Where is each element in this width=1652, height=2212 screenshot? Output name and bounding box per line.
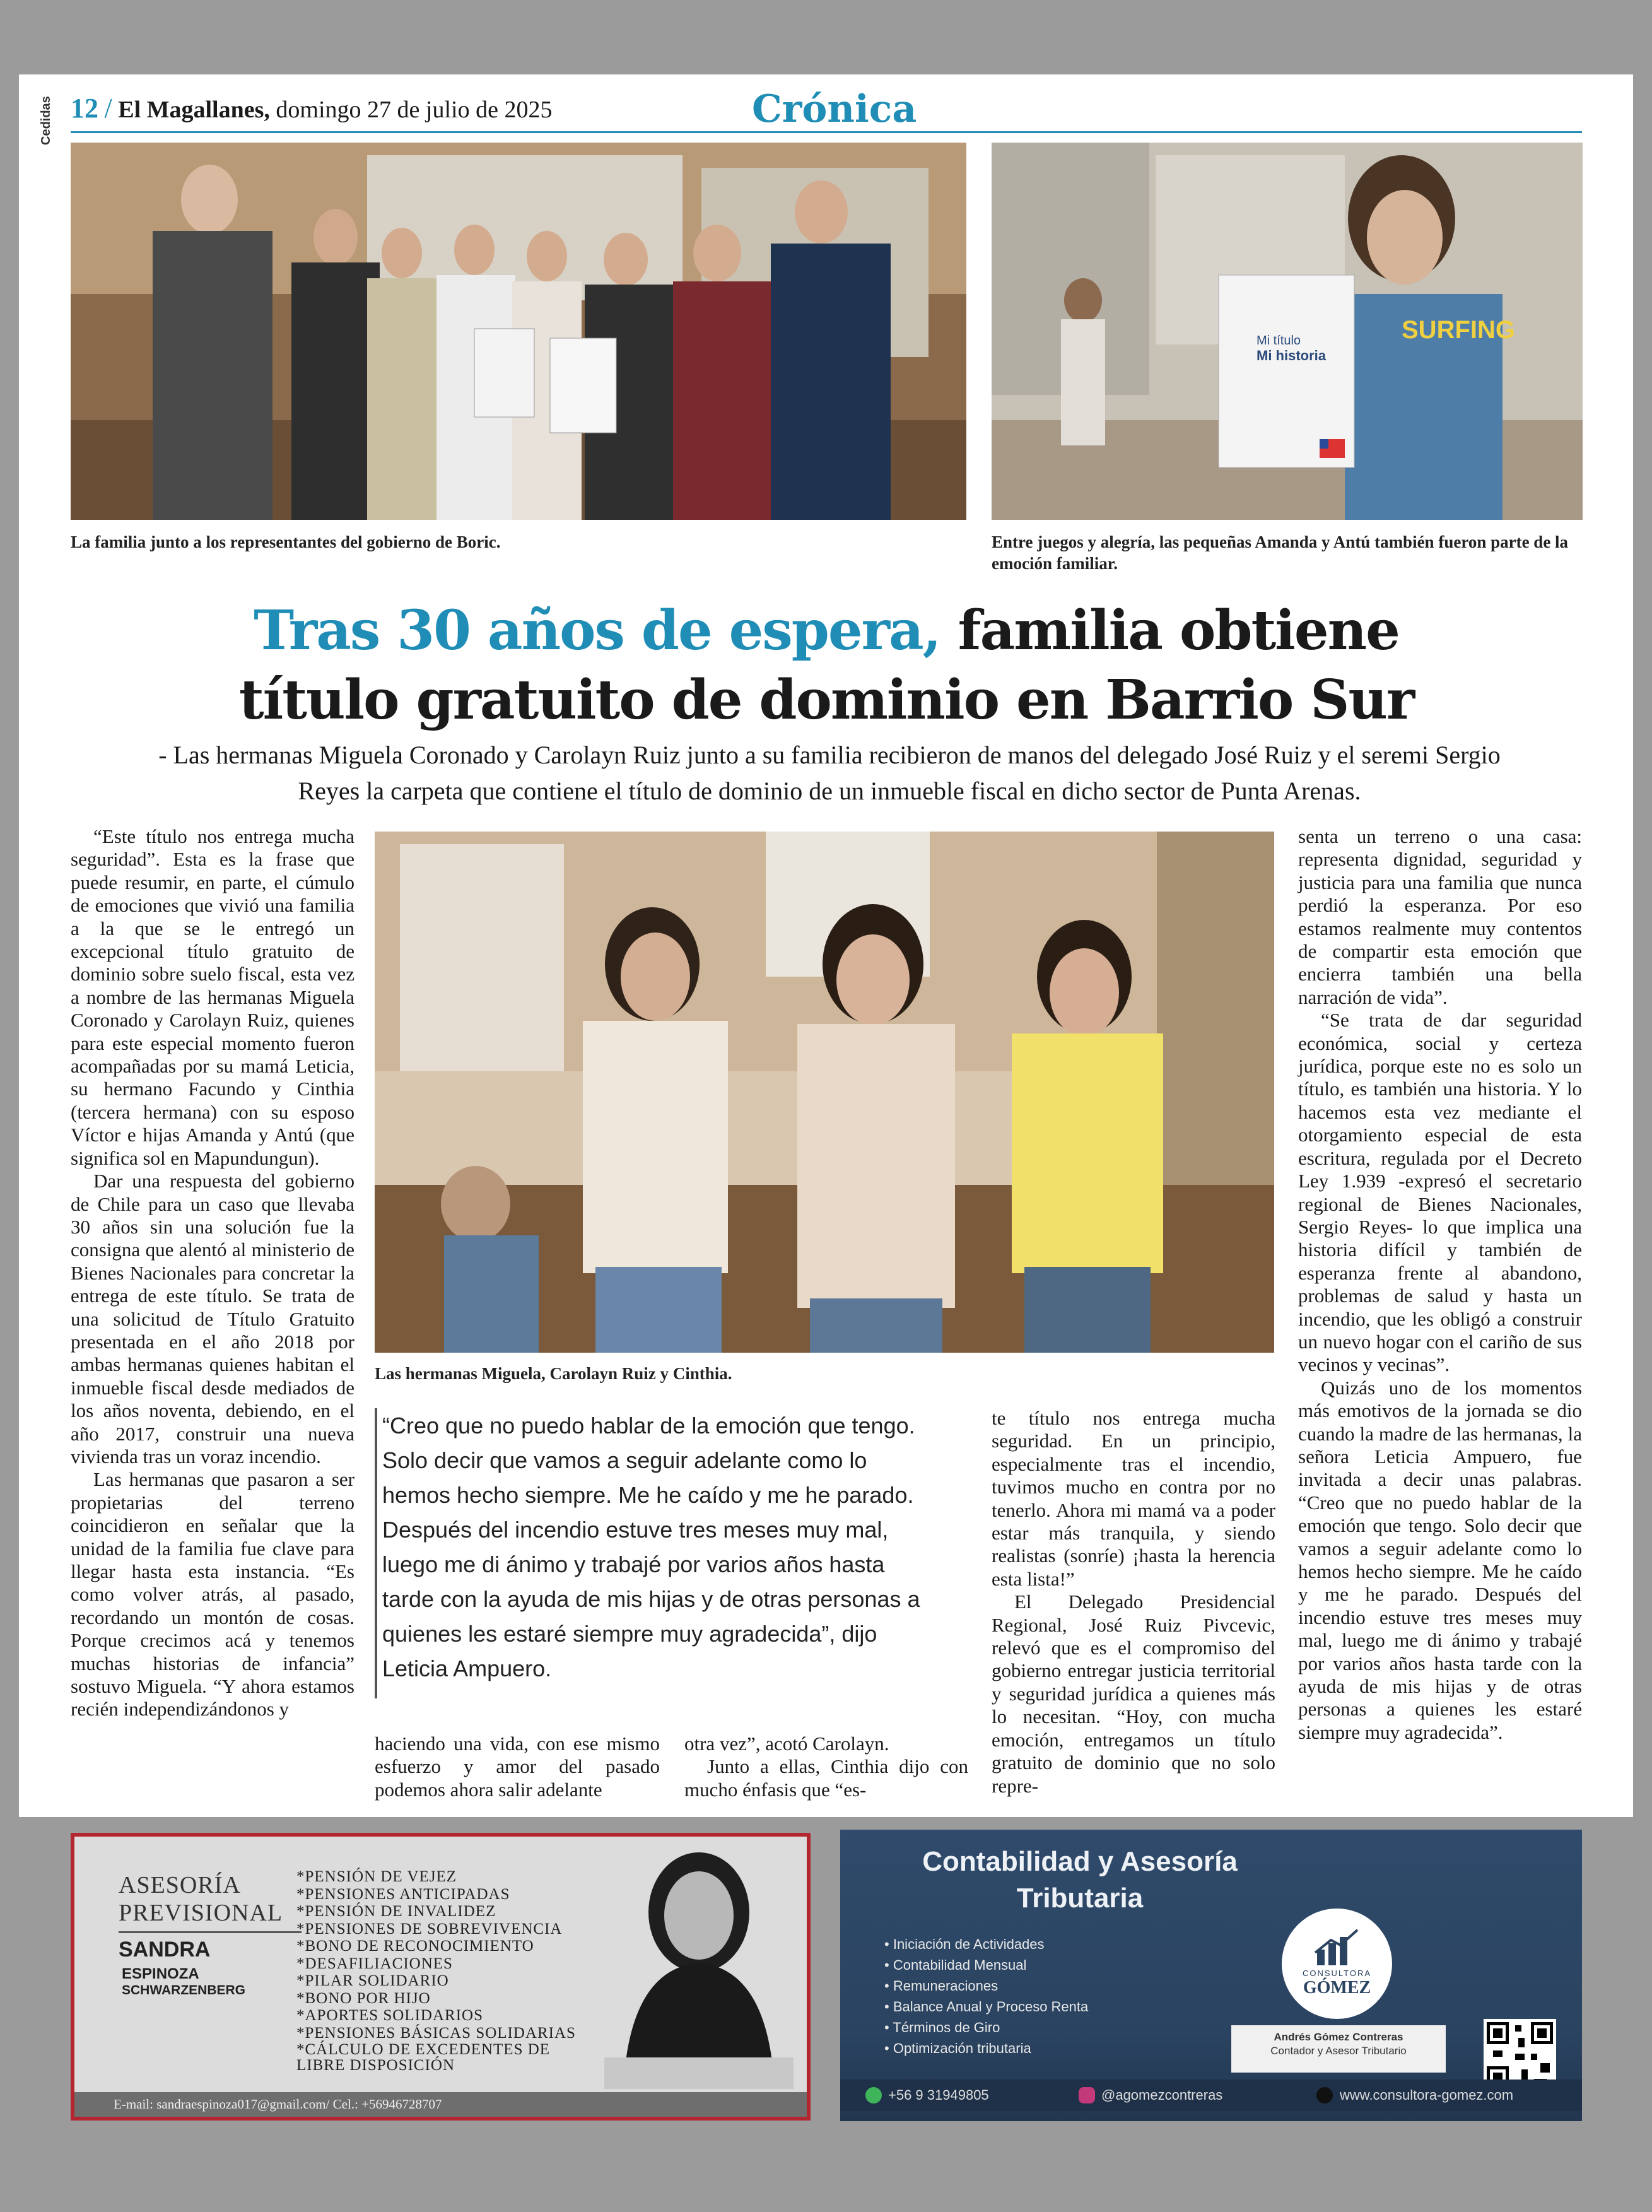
paragraph: haciendo una vida, con ese mismo esfuerzo y amor del pasado podemos ahora salir adelante <box>375 1733 660 1801</box>
ad-contabilidad[interactable] <box>840 1830 1582 2121</box>
globe-icon <box>1316 2087 1333 2103</box>
phone-icon <box>865 2087 882 2103</box>
photo-credit: Cedidas <box>39 96 53 145</box>
service-item: * BONO POR HIJO <box>296 1990 576 2008</box>
article-headline <box>71 596 1582 735</box>
bar-chart-icon <box>1312 1927 1362 1965</box>
ad-asesoria-portrait <box>604 1843 794 2089</box>
shirt-text: SURFING <box>1402 316 1515 344</box>
caption-photo-children: Entre juegos y alegría, las pequeñas Amanda y Antú también fueron parte de la emoción familiar. <box>992 532 1569 573</box>
ad-contabilidad-person <box>1231 2025 1446 2073</box>
body-column-3 <box>684 1733 968 1801</box>
paragraph: otra vez”, acotó Carolayn. <box>684 1733 889 1755</box>
service-item: * PILAR SOLIDARIO <box>296 1972 576 1990</box>
person-name: Andrés Gómez Contreras <box>1274 2031 1403 2043</box>
ad-asesoria-contact[interactable]: E-mail: sandraespinoza017@gmail.com/ Cel.: +56946728707 <box>74 2092 807 2117</box>
instagram-icon <box>1079 2087 1095 2103</box>
header-rule <box>71 131 1582 133</box>
service-item: * PENSIÓN DE VEJEZ <box>296 1868 576 1886</box>
paragraph: Dar una respuesta del gobierno de Chile para un caso que llevaba 30 años sin una solución fue la consigna que alentó al ministerio de Bienes Nacionales para concretar la entrega de este título. Se trata de una solicitud de Título Gratuito presentada en el año 2018 por ambas hermanas quienes habitan el inmueble fiscal desde mediados de los años noventa, debiendo, en el año 2017, construir una nueva vivienda tras un voraz incendio. <box>71 1170 354 1468</box>
headline-line2: título gratuito de dominio en Barrio Sur <box>238 668 1414 732</box>
photo-sisters-image <box>375 832 1274 1353</box>
ad-asesoria-name: SANDRA <box>119 1938 211 1962</box>
photo-children <box>992 143 1583 520</box>
article-subhead: - Las hermanas Miguela Coronado y Carolayn Ruiz junto a su familia recibieron de manos del delegado José Ruiz y el seremi Sergio Reyes la carpeta que contiene el título de dominio de un inmueble fiscal en dicho sector de Punta Arenas. <box>158 741 1501 805</box>
ad-asesoria-title-2: PREVISIONAL <box>119 1900 283 1926</box>
paragraph: “Este título nos entrega mucha seguridad”. Esta es la frase que puede resumir, en parte, el cúmulo de emociones que vivió una familia a la que se le entregó un excepcional título gratuito de dominio sobre suelo fiscal, esta vez a nombre de las hermanas Miguela Coronado y Carolayn Ruiz, quienes para este especial momento fueron acompañadas por su mamá Leticia, su hermano Facundo y Cinthia (tercera hermana) con su esposo Víctor e hijas Amanda y Antú (que significa sol en Mapundungun). <box>71 825 354 1169</box>
newspaper-name: El Magallanes, <box>118 97 270 123</box>
phone-number[interactable]: +56 9 31949805 <box>888 2087 989 2103</box>
service-item: * PENSIONES ANTICIPADAS <box>296 1886 576 1903</box>
service-item: • Términos de Giro <box>884 2017 1088 2038</box>
ad-asesoria-previsional[interactable] <box>71 1833 811 2121</box>
ad-contabilidad-title-1: Contabilidad y Asesoría <box>922 1846 1238 1877</box>
ad-contabilidad-title <box>840 1844 1320 1917</box>
service-item: * DESAFILIACIONES <box>296 1955 576 1973</box>
service-item: * PENSIONES DE SOBREVIVENCIA <box>296 1921 576 1938</box>
paragraph: Junto a ellas, Cinthia dijo con mucho énfasis que “es- <box>684 1755 968 1801</box>
logo-text-1: CONSULTORA <box>1302 1968 1372 1978</box>
caption-photo-family: La familia junto a los representantes del gobierno de Boric. <box>71 532 501 551</box>
ad-contabilidad-title-2: Tributaria <box>1016 1883 1144 1914</box>
page-number: 12 <box>71 93 98 124</box>
header-left <box>71 92 552 124</box>
service-item: * PENSIÓN DE INVALIDEZ <box>296 1903 576 1921</box>
ad-asesoria-title-1: ASESORÍA <box>119 1872 241 1898</box>
issue-date: domingo 27 de julio de 2025 <box>276 97 553 123</box>
logo-text-2: GÓMEZ <box>1303 1978 1371 1997</box>
ad-asesoria-surname-1: ESPINOZA <box>122 1965 199 1982</box>
page-header <box>71 87 1582 131</box>
ad-asesoria-rule <box>119 1931 302 1933</box>
ad-asesoria-services <box>296 1868 576 2073</box>
service-item: • Remuneraciones <box>884 1975 1088 1996</box>
ad-asesoria-surname-2: SCHWARZENBERG <box>122 1983 246 1997</box>
consultora-logo <box>1282 1909 1392 2019</box>
service-item: * BONO DE RECONOCIMIENTO <box>296 1938 576 1955</box>
section-title: Crónica <box>752 87 917 131</box>
instagram-handle[interactable]: @agomezcontreras <box>1101 2087 1223 2103</box>
service-item: • Contabilidad Mensual <box>884 1955 1088 1975</box>
ad-contabilidad-services <box>884 1934 1088 2059</box>
paragraph: El Delegado Presidencial Regional, José Ruiz Pivcevic, relevó que es el compromiso del gobierno entregar justicia territorial y seguridad jurídica a quienes más lo necesitan. “Hoy, con mucha emoción, entregamos un título gratuito de dominio que no solo repre- <box>992 1591 1275 1797</box>
service-item: • Optimización tributaria <box>884 2038 1088 2059</box>
photo-family-officials-image <box>71 143 966 520</box>
service-item: • Iniciación de Actividades <box>884 1934 1088 1955</box>
photo-family-officials <box>71 143 966 520</box>
ad-asesoria-title <box>119 1871 283 1927</box>
folder-title-1: Mi título <box>1257 334 1301 348</box>
headline-highlight: Tras 30 años de espera, <box>254 599 940 662</box>
paragraph: Las hermanas que pasaron a ser propietarias del terreno coincidieron en señalar que la unidad de la familia fue clave para llegar hasta esta instancia. “Es como volver atrás, al pasado, recordando un montón de cosas. Porque crecimos acá y tenemos muchas historias de infancia” sostuvo Miguela. “Y ahora estamos recién independizándonos y <box>71 1468 354 1721</box>
body-column-4 <box>992 1407 1275 1797</box>
header-separator: / <box>104 93 112 124</box>
service-item: * PENSIONES BÁSICAS SOLIDARIAS <box>296 2025 576 2042</box>
paragraph: senta un terreno o una casa: representa dignidad, seguridad y justicia para una familia que nunca perdió la esperanza. Por eso estamos realmente muy contentos de compartir esta emoción que encierra también una bella narración de vida”. <box>1298 825 1582 1008</box>
website-link[interactable]: www.consultora-gomez.com <box>1340 2087 1514 2103</box>
photo-children-image <box>992 143 1583 520</box>
folder-title-2: Mi historia <box>1257 348 1327 363</box>
service-item: * APORTES SOLIDARIOS <box>296 2007 576 2025</box>
caption-photo-sisters: Las hermanas Miguela, Carolayn Ruiz y Cinthia. <box>375 1364 732 1383</box>
ad-contabilidad-contacts <box>840 2080 1582 2111</box>
body-column-2 <box>375 1733 660 1801</box>
photo-sisters <box>375 832 1274 1353</box>
paragraph: “Se trata de dar seguridad económica, social y certeza jurídica, porque este no es solo un título, es también una historia. Y lo hacemos esta vez mediante el otorgamiento especial de esta escritura, regulada por el Decreto Ley 1.939 -expresó el secretario regional de Bienes Nacionales, Sergio Reyes- lo que implica una historia difícil y también de esperanza frente al abandono, problemas de salud y hasta un incendio, que les obligó a construir un nuevo hogar con el cariño de sus vecinos y vecinas”. <box>1298 1009 1582 1376</box>
person-title: Contador y Asesor Tributario <box>1270 2045 1407 2057</box>
body-column-1 <box>71 825 354 1721</box>
pull-quote: “Creo que no puedo hablar de la emoción que tengo. Solo decir que vamos a seguir adelante como lo hemos hecho siempre. Me he caído y me he parado. Después del incendio estuve tres meses muy mal, luego me di ánimo y trabajé por varios años hasta tarde con la ayuda de mis hijas y de otras personas a quienes les estaré siempre muy agradecida”, dijo Leticia Ampuero. <box>375 1408 931 1698</box>
paragraph: te título nos entrega mucha seguridad. En un principio, especialmente tras el incendio, tuvimos mucho en contra por no tenerlo. Ahora mi mamá va a poder estar más tranquila, y siendo realistas (sonríe) ¡hasta la herencia esta lista!” <box>992 1407 1275 1590</box>
body-column-5 <box>1298 825 1582 1744</box>
paragraph: Quizás uno de los momentos más emotivos de la jornada se dio cuando la madre de las hermanas, la señora Leticia Ampuero, fue invitada a decir unas palabras. “Creo que no puedo hablar de la emoción que tengo. Solo decir que vamos a seguir adelante como lo hemos hecho siempre. Me he caído y me he parado. Después del incendio estuve tres meses muy mal, luego me di ánimo y trabajé por varios años hasta tarde con la ayuda de mis hijas y de otras personas a quienes les estaré siempre muy agradecida”. <box>1298 1376 1582 1743</box>
service-item: • Balance Anual y Proceso Renta <box>884 1996 1088 2017</box>
service-item: * CÁLCULO DE EXCEDENTES DE LIBRE DISPOSICIÓN <box>296 2042 574 2073</box>
headline-rest: familia obtiene <box>958 599 1399 662</box>
